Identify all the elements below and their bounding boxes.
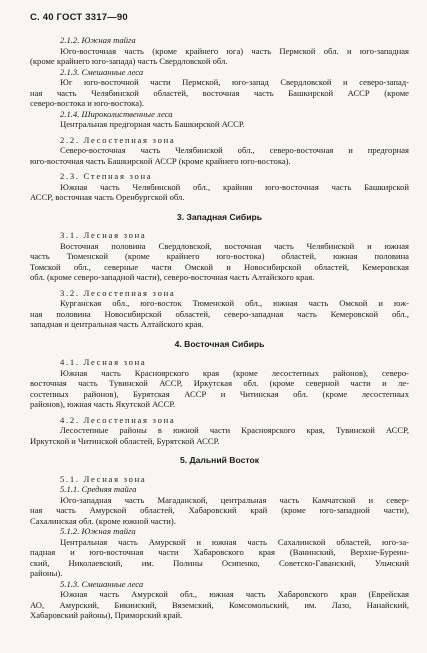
- subsection-heading-2-3: 2.3. Степная зона: [60, 171, 153, 181]
- paragraph-line: Центральная предгорная часть Башкирской АССР.: [60, 119, 245, 129]
- paragraph-line: Юг юго-восточной части Пермской, юго-запад Свердловской и северо-запад-: [60, 77, 409, 87]
- paragraph-line: АО, Амурский, Бикинский, Вяземский, Комсомольский, им. Лазо, Нанайский,: [30, 599, 409, 610]
- section-title-3: 3. Западная Сибирь: [176, 211, 263, 222]
- paragraph-line: Иркутской и Читинской областей, Бурятской АССР.: [30, 435, 220, 446]
- paragraph-line: юго-восточная часть Башкирской АССР (кроме крайнего юго-востока).: [30, 155, 291, 166]
- paragraph-line: (кроме крайнего юго-запада) часть Свердловской обл.: [30, 56, 228, 66]
- paragraph-line: ная часть Челябинской областей, восточная часть Башкирской АССР (кроме: [30, 87, 409, 98]
- paragraph-line: Северо-восточная часть Челябинской обл., северо-восточная и предгорная: [60, 145, 409, 155]
- paragraph-line: Юго-восточная часть (кроме крайнего юга) часть Пермской обл. и юго-западная: [60, 45, 409, 56]
- paragraph-line: Восточная половина Свердловской, восточная часть Челябинской и южная: [60, 240, 409, 251]
- subsection-heading-5-1-1: 5.1.1. Средняя тайга: [60, 484, 137, 494]
- section-title-5: 5. Дальний Восток: [179, 455, 260, 465]
- subsection-heading-3-2: 3.2. Лесостепная зона: [60, 287, 176, 298]
- paragraph-line: районы).: [30, 568, 63, 578]
- paragraph-line: Южная часть Красноярского края (кроме лесостепных районов), северо-: [60, 367, 409, 378]
- paragraph-line: Сахалинская обл. (кроме южной части).: [30, 515, 176, 526]
- paragraph-line: обл. (кроме северо-западной части), северо-восточная часть Алтайского края.: [30, 272, 315, 282]
- section-title-4: 4. Восточная Сибирь: [174, 338, 265, 349]
- paragraph-line: западная и центральная часть Алтайского края.: [30, 319, 204, 329]
- paragraph-line: падная и юго-восточная части Хабаровского края (Ванинский, Верхне-Буреин-: [30, 547, 409, 557]
- document-body: [30, 35, 409, 621]
- subsection-heading-2-1-3: 2.1.3. Смешанные леса: [60, 66, 144, 77]
- subsection-heading-3-1: 3.1. Лесная зона: [60, 230, 147, 240]
- subsection-heading-5-1-3: 5.1.3. Смешанные леса: [60, 578, 144, 589]
- subsection-heading-2-1-2: 2.1.2. Южная тайга: [60, 35, 136, 45]
- subsection-heading-2-2: 2.2. Лесостепная зона: [60, 134, 176, 145]
- subsection-heading-2-1-4: 2.1.4. Широколиственные леса: [60, 108, 173, 119]
- paragraph-line: Южная часть Челябинской обл., крайняя юго-восточная часть Башкирской: [60, 181, 409, 192]
- page-header: С. 40 ГОСТ 3317—90: [30, 12, 128, 23]
- paragraph-line: северо-востока и юго-востока).: [30, 98, 145, 108]
- paragraph-line: Хабаровский районы), Приморский край.: [30, 610, 183, 620]
- paragraph-line: восточная часть Тувинской АССР, Иркутская обл. (кроме северной части и ле-: [30, 378, 409, 388]
- paragraph-line: АССР, восточная часть Оренбургской обл.: [30, 192, 185, 202]
- paragraph-line: ная половина Новосибирской областей, северо-западная часть Кемеровской обл.,: [30, 308, 409, 319]
- paragraph-line: ский, Николаевский, им. Полины Осипенко, Советско-Гаванский, Ульчский: [30, 557, 409, 568]
- paragraph-line: Лесостепные районы в южной части Красноярского края, Тувинской АССР,: [60, 425, 409, 435]
- paragraph-line: Юго-западная часть Магаданской, центральная часть Камчатской и север-: [60, 494, 409, 505]
- subsection-heading-5-1-2: 5.1.2. Южная тайга: [60, 526, 136, 536]
- paragraph-line: часть Тюменской (кроме крайнего юго-востока) областей, южная половина: [30, 251, 409, 261]
- subsection-heading-5-1: 5.1. Лесная зона: [60, 473, 147, 484]
- paragraph-line: Центральная часть Амурской и южная часть Сахалинской областей, юго-за-: [60, 536, 409, 547]
- paragraph-line: Томской обл., северные части Омской и Новосибирской областей, Кемеровская: [30, 261, 409, 272]
- subsection-heading-4-1: 4.1. Лесная зона: [60, 357, 147, 367]
- paragraph-line: состепных районов), Бурятская АССР и Читинская обл. (кроме лесостепных: [30, 388, 409, 399]
- paragraph-line: Южная часть Амурской обл., южная часть Хабаровского края (Еврейская: [60, 589, 409, 599]
- paragraph-line: ная часть Амурской областей, Хабаровский край (кроме юго-западной части),: [30, 505, 409, 515]
- paragraph-line: Курганская обл., юго-восток Тюменской обл., южная часть Омской и юж-: [60, 298, 409, 308]
- subsection-heading-4-2: 4.2. Лесостепная зона: [60, 414, 176, 425]
- paragraph-line: районов), южная часть Якутской АССР.: [30, 399, 176, 409]
